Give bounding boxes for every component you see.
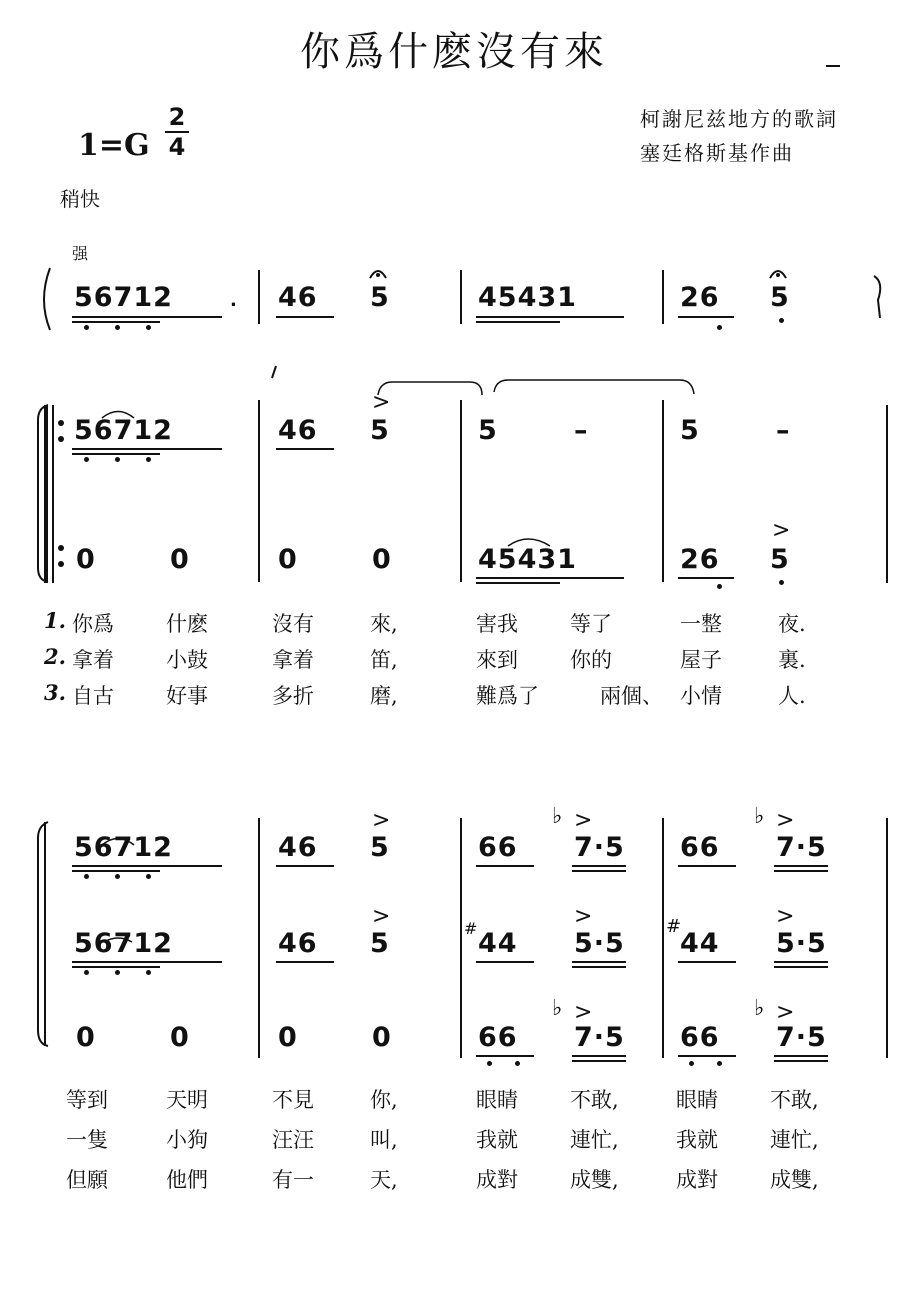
s2-mid-m1-notes: 56712 (74, 928, 173, 959)
song-title: 你爲什麽沒有來 (300, 29, 608, 75)
s1-lower-m4b-note: 5 (770, 544, 790, 575)
s2-top-m3a-notes: 66 (478, 832, 518, 863)
flat-sign: ♭ (754, 804, 765, 829)
lyric: 連忙, (570, 1128, 619, 1152)
s2-mid-m2a-notes: 46 (278, 928, 318, 959)
beam (276, 316, 334, 318)
verse-number: 3. (44, 680, 66, 705)
accent-mark: > (772, 518, 791, 543)
beam (72, 448, 222, 450)
intro-m1-beam (72, 316, 222, 318)
accent-mark: > (574, 1000, 593, 1025)
lyric: 汪汪 (272, 1128, 314, 1152)
flat-sign: ♭ (552, 996, 563, 1021)
barline (258, 270, 260, 324)
s1-upper-m1-notes: 56712 (74, 415, 173, 446)
beam2 (774, 1060, 828, 1062)
lyric: 你的 (570, 648, 612, 672)
accent-mark: > (776, 808, 795, 833)
s2-bottom-m2b-rest: 0 (372, 1022, 392, 1053)
s1-upper-m4b-dash: – (776, 415, 791, 446)
composer-credit: 塞廷格斯基作曲 (640, 141, 794, 165)
lyric: 叫, (370, 1128, 398, 1152)
lyric: 等到 (66, 1088, 108, 1112)
low-dot (146, 457, 151, 462)
s2-bottom-m4a-notes: 66 (680, 1022, 720, 1053)
low-dot (84, 874, 89, 879)
beam (572, 961, 626, 963)
lyric: 不見 (272, 1088, 314, 1112)
lyric: 拿着 (272, 648, 314, 672)
time-signature-top: 2 (168, 103, 186, 131)
s1-lower-m1a-rest: 0 (76, 544, 96, 575)
lyric: 沒有 (272, 612, 314, 636)
s2-bottom-m1b-rest: 0 (170, 1022, 190, 1053)
repeat-barline-thin (52, 405, 54, 583)
intro-dot: . (230, 290, 238, 311)
beam2 (476, 321, 560, 323)
s1-lower-m2b-rest: 0 (372, 544, 392, 575)
lyricist-credit: 柯謝尼兹地方的歌詞 (640, 107, 838, 131)
barline (662, 818, 664, 1058)
lyric: 他們 (166, 1168, 208, 1192)
repeat-dot (58, 420, 64, 426)
lyric: 我就 (676, 1128, 718, 1152)
lyric: 來到 (476, 648, 518, 672)
low-dot (84, 325, 89, 330)
lyric: 害我 (476, 612, 518, 636)
beam2 (774, 870, 828, 872)
low-dot (717, 584, 722, 589)
lyric: 自古 (72, 684, 114, 708)
verse-number: 1. (44, 608, 66, 633)
low-dot (84, 457, 89, 462)
low-dot (515, 1061, 520, 1066)
lyric: 但願 (66, 1168, 108, 1192)
beam (774, 961, 828, 963)
barline (886, 818, 888, 1058)
s1-lower-m4a-notes: 26 (680, 544, 720, 575)
s1-lower-m3-notes: 45431 (478, 544, 577, 575)
beam (476, 961, 534, 963)
lyric: 裏. (778, 648, 806, 672)
flat-sign: ♭ (552, 804, 563, 829)
intro-m1-beam2 (72, 321, 160, 323)
intro-m4b-note: 5 (770, 282, 790, 313)
beam (476, 316, 624, 318)
intro-m4a-notes: 26 (680, 282, 720, 313)
lyric: 小狗 (166, 1128, 208, 1152)
beam2 (572, 870, 626, 872)
accent-mark: > (776, 904, 795, 929)
lyric: 好事 (166, 684, 208, 708)
s1-lower-m1b-rest: 0 (170, 544, 190, 575)
lyric: 一隻 (66, 1128, 108, 1152)
intro-m2b-note: 5 (370, 282, 390, 313)
barline (460, 270, 462, 324)
verse-number: 2. (44, 644, 66, 669)
beam (572, 1055, 626, 1057)
beam (572, 865, 626, 867)
lyric: 小情 (680, 684, 722, 708)
s1-upper-m2a-notes: 46 (278, 415, 318, 446)
lyric: 天明 (166, 1088, 208, 1112)
s2-top-m4b-notes: 7·5 (776, 832, 827, 863)
s2-top-m2a-notes: 46 (278, 832, 318, 863)
lyric: 眼睛 (676, 1088, 718, 1112)
low-dot (146, 874, 151, 879)
beam (72, 865, 222, 867)
key-signature: 1=G (78, 128, 150, 163)
s2-mid-m4b-notes: 5·5 (776, 928, 827, 959)
barline (662, 270, 664, 324)
accent-mark: > (372, 390, 391, 415)
lyric: 等了 (570, 612, 612, 636)
beam2 (774, 966, 828, 968)
accent-mark: > (574, 808, 593, 833)
lyric: 什麽 (166, 612, 208, 636)
tempo-marking: 稍快 (60, 187, 100, 211)
sharp-sign: # (666, 916, 682, 937)
s2-bottom-m4b-notes: 7·5 (776, 1022, 827, 1053)
low-dot (146, 325, 151, 330)
barline (886, 405, 888, 583)
s2-mid-m3b-notes: 5·5 (574, 928, 625, 959)
lyric: 一整 (680, 612, 722, 636)
beam (678, 865, 736, 867)
lyric: 多折 (272, 684, 314, 708)
s2-bottom-m3a-notes: 66 (478, 1022, 518, 1053)
lyric: 成對 (676, 1168, 718, 1192)
s1-upper-m2b-note: 5 (370, 415, 390, 446)
barline (258, 818, 260, 1058)
repeat-dot (58, 436, 64, 442)
beam (678, 577, 734, 579)
accent-mark: > (776, 1000, 795, 1025)
lyric: 我就 (476, 1128, 518, 1152)
lyric: 不敢, (570, 1088, 619, 1112)
lyric: 來, (370, 612, 398, 636)
low-dot (689, 1061, 694, 1066)
lyric: 連忙, (770, 1128, 819, 1152)
lyric: 難爲了 (476, 684, 539, 708)
low-dot (146, 970, 151, 975)
accent-mark: > (372, 808, 391, 833)
s2-bottom-m3b-notes: 7·5 (574, 1022, 625, 1053)
s2-top-m4a-notes: 66 (680, 832, 720, 863)
s2-bottom-m2a-rest: 0 (278, 1022, 298, 1053)
beam (476, 577, 624, 579)
barline (460, 400, 462, 582)
beam (774, 1055, 828, 1057)
low-dot (717, 325, 722, 330)
barline (662, 400, 664, 582)
s2-mid-m3a-notes: 44 (478, 928, 518, 959)
s1-lower-m2a-rest: 0 (278, 544, 298, 575)
beam (72, 961, 222, 963)
low-dot (115, 970, 120, 975)
s1-upper-m3b-dash: – (574, 415, 589, 446)
repeat-barline (44, 405, 48, 583)
low-dot (487, 1061, 492, 1066)
lyric: 天, (370, 1168, 398, 1192)
beam (276, 448, 334, 450)
lyric: 成對 (476, 1168, 518, 1192)
low-dot (84, 970, 89, 975)
s2-mid-m4a-notes: 44 (680, 928, 720, 959)
intro-m2a-notes: 46 (278, 282, 318, 313)
intro-m1-notes: 56712 (74, 282, 173, 313)
lyric: 不敢, (770, 1088, 819, 1112)
low-dot (115, 457, 120, 462)
time-signature-bottom: 4 (168, 133, 186, 161)
s2-top-m1-notes: 56712 (74, 832, 173, 863)
beam (678, 961, 736, 963)
beam2 (72, 453, 160, 455)
dynamic-marking: 强 (72, 244, 89, 263)
low-dot (717, 1061, 722, 1066)
s2-top-m2b-note: 5 (370, 832, 390, 863)
lyric: 磨, (370, 684, 398, 708)
lyric: 有一 (272, 1168, 314, 1192)
beam2 (572, 966, 626, 968)
beam (678, 316, 734, 318)
intro-m3-notes: 45431 (478, 282, 577, 313)
beam (678, 1055, 736, 1057)
accent-mark: > (372, 904, 391, 929)
low-dot (115, 325, 120, 330)
repeat-dot (58, 561, 64, 567)
lyric: 兩個、 (600, 684, 663, 708)
low-dot (779, 580, 784, 585)
beam2 (72, 966, 160, 968)
barline (258, 400, 260, 582)
lyric: 笛, (370, 648, 398, 672)
sharp-sign: # (464, 919, 478, 938)
beam2 (572, 1060, 626, 1062)
s2-mid-m2b-note: 5 (370, 928, 390, 959)
s1-upper-m4a-note: 5 (680, 415, 700, 446)
repeat-dot (58, 545, 64, 551)
beam (476, 1055, 534, 1057)
s2-bottom-m1a-rest: 0 (76, 1022, 96, 1053)
lyric: 眼睛 (476, 1088, 518, 1112)
low-dot (115, 874, 120, 879)
lyric: 夜. (778, 612, 806, 636)
lyric: 人. (778, 684, 806, 708)
beam2 (72, 870, 160, 872)
beam (476, 865, 534, 867)
s2-top-m3b-notes: 7·5 (574, 832, 625, 863)
accent-mark: > (574, 904, 593, 929)
barline (460, 818, 462, 1058)
s1-upper-m3a-note: 5 (478, 415, 498, 446)
lyric: 你, (370, 1088, 398, 1112)
lyric: 拿着 (72, 648, 114, 672)
beam (276, 865, 334, 867)
low-dot (779, 318, 784, 323)
beam (774, 865, 828, 867)
beam (276, 961, 334, 963)
beam2 (476, 582, 560, 584)
lyric: 你爲 (72, 612, 114, 636)
flat-sign: ♭ (754, 996, 765, 1021)
lyric: 屋子 (680, 648, 722, 672)
lyric: 小鼓 (166, 648, 208, 672)
lyric: 成雙, (570, 1168, 619, 1192)
system-barline (44, 822, 46, 1046)
lyric: 成雙, (770, 1168, 819, 1192)
